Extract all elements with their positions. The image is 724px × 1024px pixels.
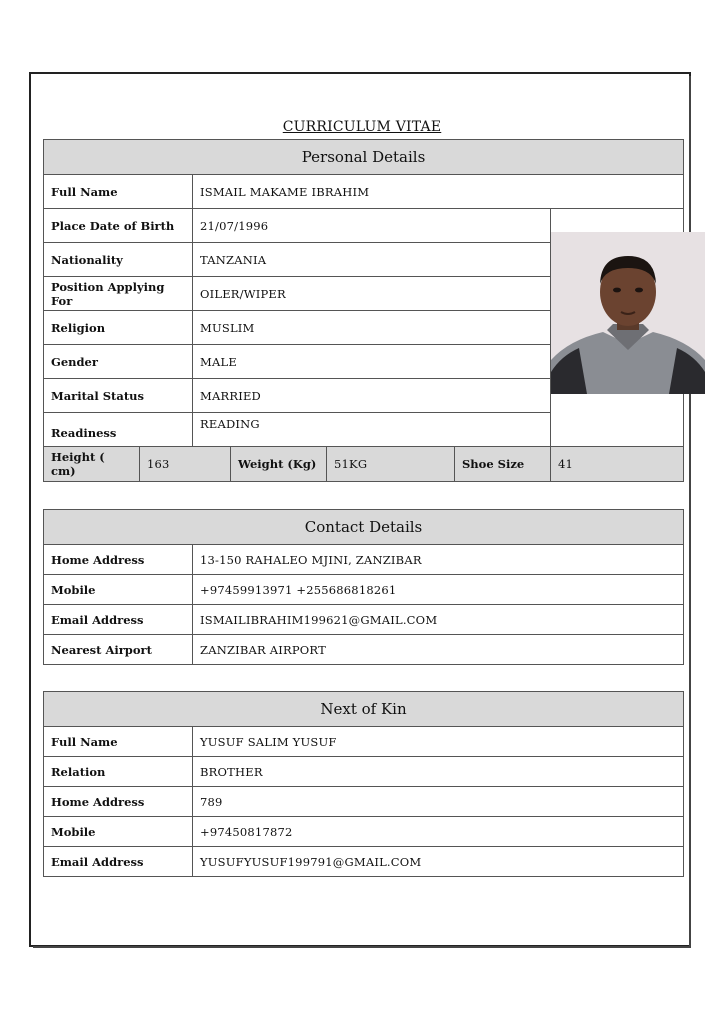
personal-details-table xyxy=(43,139,684,482)
kin-email-value: YUSUFYUSUF199791@GMAIL.COM xyxy=(193,847,684,877)
photo-cell xyxy=(551,209,684,447)
shoe-size-value: 41 xyxy=(551,447,684,482)
nearest-airport-value: ZANZIBAR AIRPORT xyxy=(193,635,684,665)
person-photo-icon xyxy=(551,232,705,394)
kin-home-address-label: Home Address xyxy=(44,787,193,817)
marital-status-label: Marital Status xyxy=(44,379,193,413)
mobile-label: Mobile xyxy=(44,575,193,605)
email-label: Email Address xyxy=(44,605,193,635)
home-address-value: 13-150 RAHALEO MJINI, ZANZIBAR xyxy=(193,545,684,575)
kin-full-name-value: YUSUF SALIM YUSUF xyxy=(193,727,684,757)
kin-email-label: Email Address xyxy=(44,847,193,877)
full-name-label: Full Name xyxy=(44,175,193,209)
gender-label: Gender xyxy=(44,345,193,379)
religion-value: MUSLIM xyxy=(193,311,551,345)
position-label: Position Applying For xyxy=(44,277,193,311)
kin-relation-value: BROTHER xyxy=(193,757,684,787)
shoe-size-label: Shoe Size xyxy=(455,447,551,482)
home-address-label: Home Address xyxy=(44,545,193,575)
religion-label: Religion xyxy=(44,311,193,345)
nearest-airport-label: Nearest Airport xyxy=(44,635,193,665)
contact-details-heading: Contact Details xyxy=(44,510,684,545)
next-of-kin-table xyxy=(43,691,684,877)
kin-home-address-value: 789 xyxy=(193,787,684,817)
email-value: ISMAILIBRAHIM199621@GMAIL.COM xyxy=(193,605,684,635)
nationality-value: TANZANIA xyxy=(193,243,551,277)
mobile-value: +97459913971 +255686818261 xyxy=(193,575,684,605)
kin-full-name-label: Full Name xyxy=(44,727,193,757)
nationality-label: Nationality xyxy=(44,243,193,277)
weight-label: Weight (Kg) xyxy=(231,447,327,482)
readiness-label: Readiness xyxy=(44,413,193,447)
personal-details-heading: Personal Details xyxy=(44,140,684,175)
gender-value: MALE xyxy=(193,345,551,379)
dob-label: Place Date of Birth xyxy=(44,209,193,243)
full-name-value: ISMAIL MAKAME IBRAHIM xyxy=(193,175,684,209)
next-of-kin-heading: Next of Kin xyxy=(44,692,684,727)
position-value: OILER/WIPER xyxy=(193,277,551,311)
weight-value: 51KG xyxy=(327,447,455,482)
kin-mobile-label: Mobile xyxy=(44,817,193,847)
contact-details-table xyxy=(43,509,684,665)
marital-status-value: MARRIED xyxy=(193,379,551,413)
kin-relation-label: Relation xyxy=(44,757,193,787)
height-value: 163 xyxy=(140,447,231,482)
readiness-value: READING xyxy=(193,413,551,447)
kin-mobile-value: +97450817872 xyxy=(193,817,684,847)
height-label: Height ( cm) xyxy=(44,447,140,482)
dob-value: 21/07/1996 xyxy=(193,209,551,243)
document-title: CURRICULUM VITAE xyxy=(282,119,442,135)
